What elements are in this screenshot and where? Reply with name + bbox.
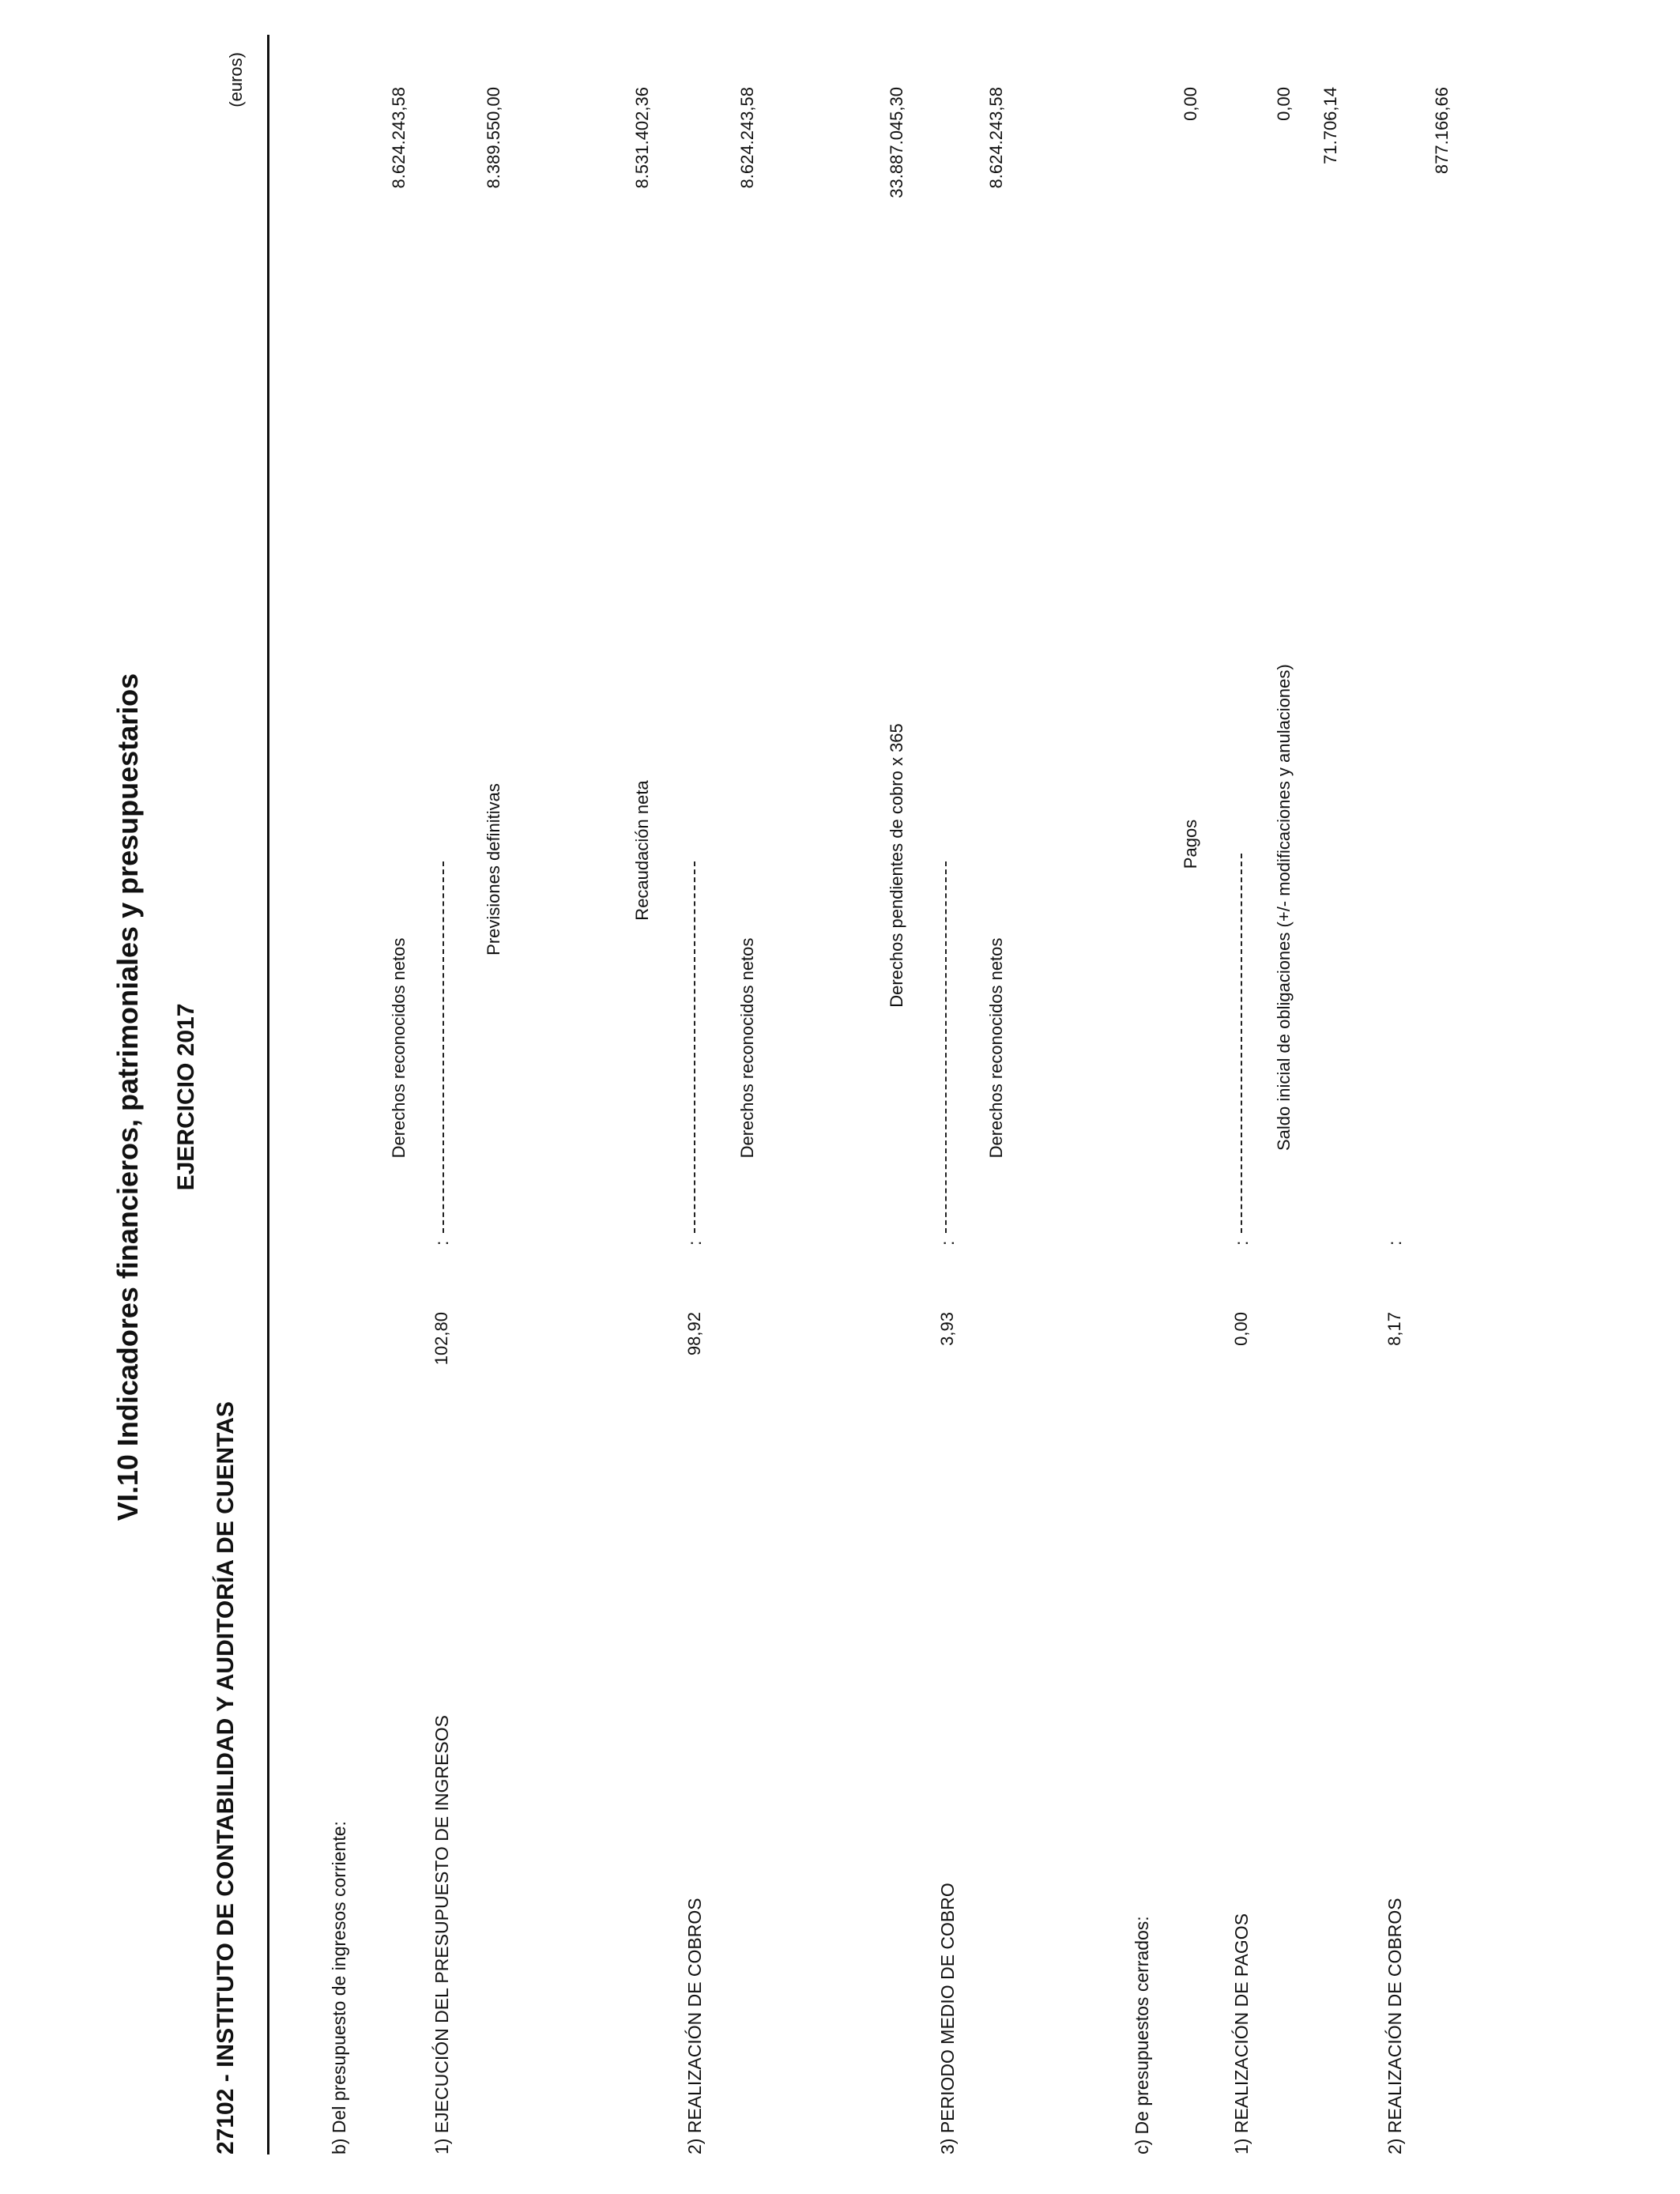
fraction-denominator: Derechos reconocidos netos (986, 937, 1006, 1159)
fraction-numerator: Pagos (1181, 819, 1200, 869)
numerator-value: 0,00 (1181, 87, 1200, 121)
report-title: VI.10 Indicadores financieros, patrimoniales y presupuestarios (111, 673, 144, 1521)
indicator-ratio: 8,17 (1384, 1312, 1404, 1346)
indicator-ratio: 98,92 (684, 1312, 704, 1356)
fraction-line (694, 861, 695, 1233)
fraction-line (443, 861, 444, 1233)
denominator-value: 8.624.243,58 (737, 87, 757, 189)
fraction-denominator: Previsiones definitivas (484, 783, 503, 956)
indicator-ratio: 0,00 (1231, 1312, 1251, 1346)
indicator-colon: : (1384, 1240, 1405, 1246)
section-b-heading: b) Del presupuesto de ingresos corriente: (329, 1821, 349, 2154)
indicator-label: 3) PERIODO MEDIO DE COBRO (937, 1883, 958, 2154)
fraction-numerator: Derechos pendientes de cobro x 365 (887, 723, 906, 1008)
indicator-colon: : (684, 1240, 705, 1246)
header-rule (267, 35, 269, 2154)
indicator-colon: : (1231, 1240, 1252, 1246)
fiscal-year: EJERCICIO 2017 (173, 1003, 199, 1191)
numerator-value: 8.531.402,36 (632, 87, 652, 189)
indicator-colon: : (431, 1240, 452, 1246)
indicator-label: 2) REALIZACIÓN DE COBROS (684, 1898, 705, 2154)
section-c-heading: c) De presupuestos cerrados: (1132, 1916, 1152, 2154)
fraction-denominator: Derechos reconocidos netos (737, 937, 757, 1159)
numerator-value: 33.887.045,30 (887, 87, 906, 198)
indicator-ratio: 102,80 (431, 1312, 451, 1366)
extra-value: 71.706,14 (1320, 87, 1340, 164)
indicator-label: 1) EJECUCIÓN DEL PRESUPUESTO DE INGRESOS (431, 1715, 452, 2154)
indicator-label: 2) REALIZACIÓN DE COBROS (1384, 1898, 1405, 2154)
entity-name: 27102 - INSTITUTO DE CONTABILIDAD Y AUDITORÍA DE CUENTAS (213, 1401, 239, 2154)
numerator-value: 8.624.243,58 (389, 87, 409, 189)
denominator-value: 8.389.550,00 (484, 87, 503, 189)
fraction-numerator: Recaudación neta (632, 780, 652, 921)
indicator-colon: : (937, 1240, 958, 1246)
denominator-value: 0,00 (1274, 87, 1294, 121)
denominator-value: 8.624.243,58 (986, 87, 1006, 189)
fraction-denominator: Saldo inicial de obligaciones (+/- modificaciones y anulaciones) (1274, 664, 1294, 1151)
fraction-line (945, 861, 947, 1233)
fraction-line (1241, 854, 1242, 1233)
indicator-label: 1) REALIZACIÓN DE PAGOS (1231, 1913, 1252, 2154)
indicator-ratio: 3,93 (937, 1312, 957, 1346)
units-label: (euros) (226, 52, 246, 107)
fraction-numerator: Derechos reconocidos netos (389, 937, 409, 1159)
extra-value: 877.166,66 (1432, 87, 1452, 175)
